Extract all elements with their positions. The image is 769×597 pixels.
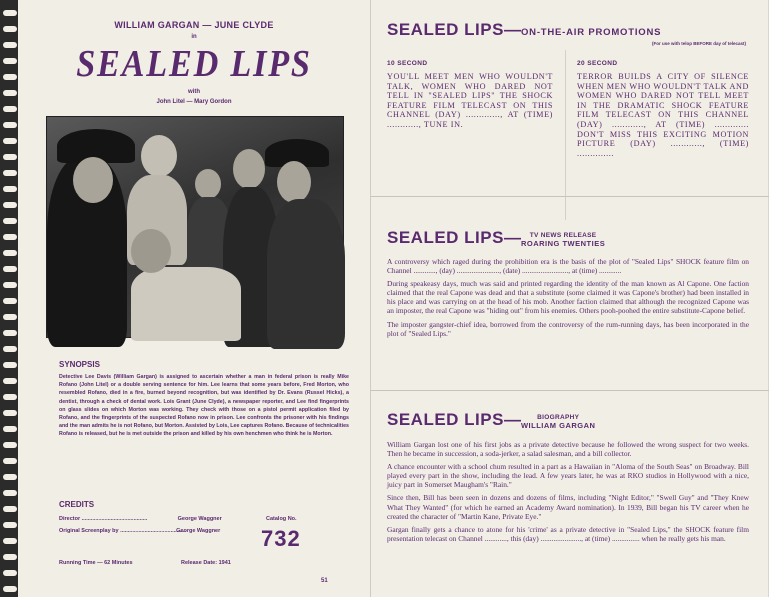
right-page [370, 0, 768, 597]
promotions-title-main: SEALED LIPS [387, 20, 504, 39]
section-divider [371, 196, 769, 197]
director-dots: ........................................... [81, 516, 148, 522]
costar-names: John Litel — Mary Gordon [156, 99, 232, 105]
release-date: Release Date: 1941 [181, 560, 231, 566]
bio-dash: — [503, 410, 521, 429]
with-word: with [188, 89, 200, 95]
screenplay-name: George Waggner [176, 528, 221, 534]
bio-paragraph: Gargan finally gets a chance to atone for his 'crime' as a private detective in "Sealed Lips," the SHOCK feature film presentation telecast on Channel ............, this (day) ......................, at (time) ............... when he really gets his man. [387, 524, 749, 543]
page-number: 51 [321, 578, 328, 584]
bio-sub2: WILLIAM GARGAN [520, 421, 596, 430]
column-divider [565, 50, 566, 220]
section-divider [371, 390, 769, 391]
biography-body [387, 440, 749, 547]
synopsis-heading: SYNOPSIS [59, 360, 100, 369]
spot-20-heading: 20 SECOND [577, 60, 618, 67]
synopsis-text: Detective Lee Davis (William Gargan) is assigned to ascertain whether a man in federal prison is really Mike Rofano (John Litel) or a double serving sentence for him. Lee learns that some years before, Fred Morton, who resembled Rofano, died in a fire, burned beyond recognition, but was identified by Dr. Evans (Russel Hicks), a dentist, through a check of dental work. Lois Grant (June Clyde), a newspaper reporter, and Lee find fingerprints on glass slides on which Morton was working. They check with those on a pistol permit application filed by Rofano, and the fingerprints of the suspected Rofano now in prison. Lee confronts the prisoner with his findings and the man admits he is not Rofano, but Morton. Assisted by Lois, Lee captures Rofano. Because of technicalities Rofano is released, but he is met outside the prison and killed by his own henchmen who think he is Morton. [59, 374, 349, 438]
bio-paragraph: William Gargan lost one of his first jobs as a private detective because he followed the wrong suspect for two weeks. Then he became in succession, a soda-jerker, a salad salesman, and a bill collector. [387, 440, 749, 459]
spot-20-text: TERROR BUILDS A CITY OF SILENCE WHEN MEN WHO WOULDN'T TALK AND WOMEN WHO DARED NOT TELL MEET IN THE DRAMATIC SHOCK FEATURE FILM TELECAST ON THIS CHANNEL (DAY) ............, AT (TIME) ............. DON'T MISS THIS EXCITING MOTION PICTURE (DAY) ............, (TIME) .............. [577, 72, 749, 158]
spiral-binding [0, 0, 18, 597]
spot-10-heading: 10 SECOND [387, 60, 428, 67]
bio-title-main: SEALED LIPS [387, 410, 504, 429]
news-release-body [387, 257, 749, 342]
running-time: Running Time — 62 Minutes [59, 560, 133, 566]
film-title: SEALED LIPS [76, 43, 312, 85]
bio-paragraph: Since then, Bill has been seen in dozens and dozens of films, including "Night Editor," "Swell Guy" and "They Knew What They Wanted" (for which he earned an Academy Award nomination). In 1939, Bill began his TV career when he created the character of "Martin Kane, Private Eye." [387, 493, 749, 521]
bio-paragraph: A chance encounter with a school chum resulted in a part as a Hawaiian in "Aloma of the South Seas" on Broadway. Bill played every part in the show, including the lead. A few years later, he was at RKO studios in Hollywood with a nice, juicy part in Somerset Maugham's "Rain." [387, 462, 749, 490]
left-page [18, 0, 370, 597]
credits-heading: CREDITS [59, 500, 95, 509]
screenplay-label: Original Screenplay by [59, 528, 119, 534]
director-credit [59, 516, 239, 522]
catalog-number: 732 [261, 526, 301, 551]
news-paragraph: A controversy which raged during the prohibition era is the basis of the plot of "Sealed Lips" SHOCK feature film on Channel ............, (day) ......................., (date) ........................., at (time) ............ [387, 257, 749, 276]
news-paragraph: During speakeasy days, much was said and printed regarding the identity of the man known as Al Capone. One faction claimed that the real Capone was dead and that a substitute (some claimed it was Capone's brother) had been installed in his place and was carrying on at the head of his mob. Another faction claimed that although the recognized Capone was an imposter, the real Capone was "hiding out" from his enemies. Others pooh-poohed the entire substitute-Capone belief. [387, 279, 749, 316]
director-name: George Waggner [177, 516, 222, 522]
in-word: in [191, 34, 197, 40]
news-sub2: ROARING TWENTIES [520, 239, 606, 248]
spot-10-text: YOU'LL MEET MEN WHO WOULDN'T TALK, WOMEN WHO DARED NOT TELL IN "SEALED LIPS" THE SHOCK FEATURE FILM TELECAST ON THIS CHANNEL (DAY) ............., AT (TIME) ............, TUNE IN. [387, 72, 553, 129]
screenplay-credit [59, 528, 239, 534]
news-dash: — [503, 228, 521, 247]
promotions-title [387, 20, 661, 40]
director-label: Director [59, 516, 81, 522]
news-paragraph: The imposter gangster-chief idea, borrowed from the controversy of the rum-running days, has been incorporated in the plot of "Sealed Lips." [387, 319, 749, 338]
news-sub1: TV NEWS RELEASE [529, 232, 597, 239]
promotions-note: (For use with telop BEFORE day of telecast) [651, 41, 746, 46]
catalog-label: Catalog No. [266, 516, 297, 522]
film-still-photo [46, 116, 344, 338]
news-release-title [387, 228, 605, 248]
promotions-dash: — [503, 20, 521, 39]
news-title-main: SEALED LIPS [387, 228, 504, 247]
star-names: WILLIAM GARGAN — JUNE CLYDE [114, 20, 274, 30]
promotions-title-sub: ON-THE-AIR PROMOTIONS [520, 27, 662, 38]
biography-title [387, 410, 595, 430]
bio-sub1: BIOGRAPHY [537, 414, 580, 421]
screenplay-dots: ........................................... [120, 528, 186, 534]
